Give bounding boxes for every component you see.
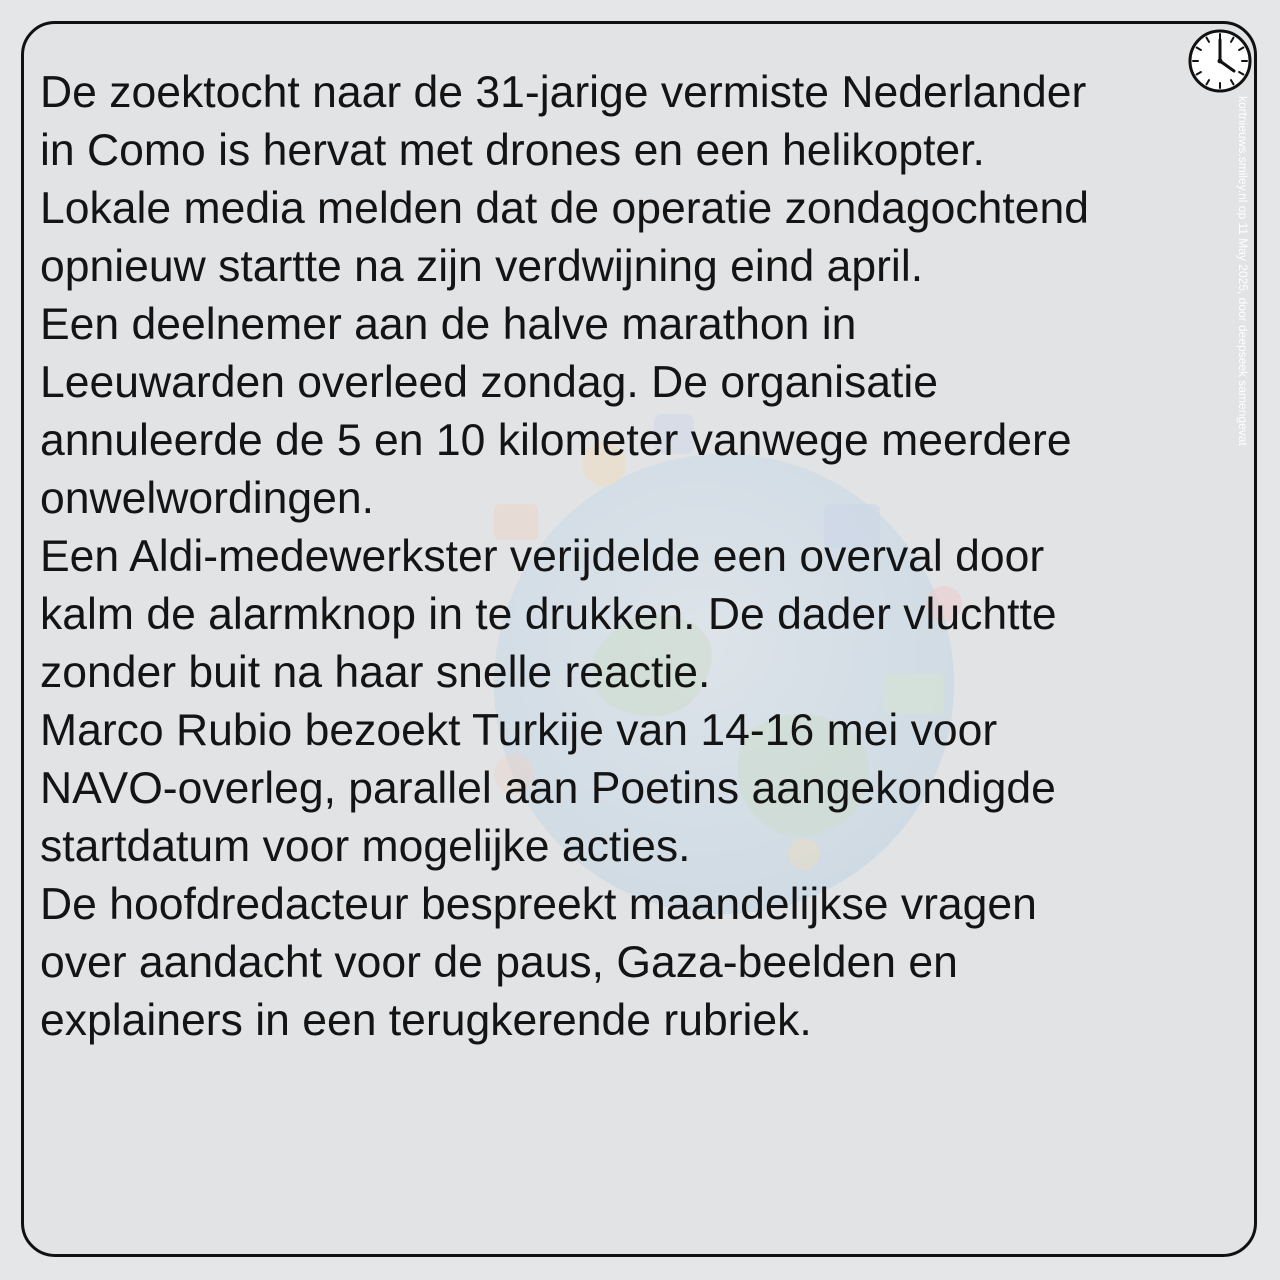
watermark-text: kortnieuws.smiley.nl op 11 May 2025, door deepseek samengevat <box>1236 96 1250 446</box>
clock-icon <box>1186 27 1254 95</box>
news-card <box>21 21 1257 1257</box>
news-summary-text: De zoektocht naar de 31-jarige vermiste Nederlander in Como is hervat met drones en een helikopter. Lokale media melden dat de operatie zondagochtend opnieuw startte na zijn verdwijning eind april. Een deelnemer aan de halve marathon in Leeuwarden overleed zondag. De organisatie annuleerde de 5 en 10 kilometer vanwege meerdere onwelwordingen. Een Aldi-medewerkster verijdelde een overval door kalm de alarmknop in te drukken. De dader vluchtte zonder buit na haar snelle reactie. Marco Rubio bezoekt Turkije van 14-16 mei voor NAVO-overleg, parallel aan Poetins aangekondigde startdatum voor mogelijke acties. De hoofdredacteur bespreekt maandelijkse vragen over aandacht voor de paus, Gaza-beelden en explainers in een terugkerende rubriek. <box>40 68 1089 1045</box>
